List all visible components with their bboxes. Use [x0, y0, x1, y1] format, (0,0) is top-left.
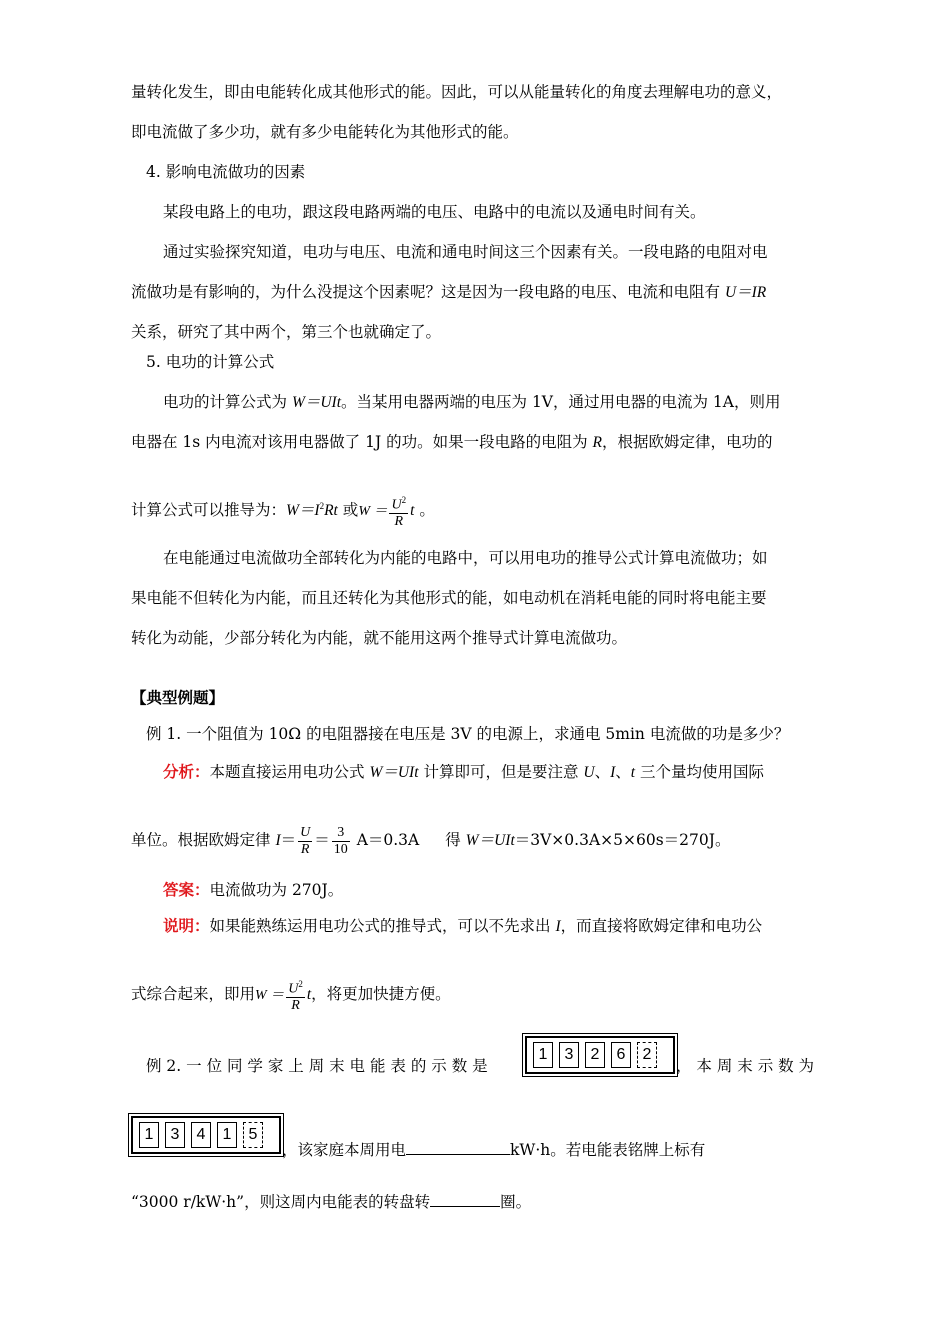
meter-digit: 1 — [139, 1122, 159, 1148]
symbol-u: U — [583, 764, 595, 781]
paragraph-line: 关系，研究了其中两个，第三个也就确定了。 — [131, 323, 442, 341]
fraction-numerator — [389, 492, 408, 514]
text-span: W＝I — [286, 502, 320, 520]
text-span: t — [306, 986, 312, 1003]
paragraph-line — [163, 392, 780, 413]
fraction-3-over-10 — [332, 825, 350, 858]
symbol-i: I — [610, 764, 616, 781]
example-1-analysis — [163, 762, 764, 783]
meter-digit: 3 — [559, 1042, 579, 1068]
text-span: 、 — [594, 763, 611, 781]
fraction-denominator: R — [394, 514, 404, 530]
formula-ohm: U＝IR — [724, 284, 767, 301]
text-span: 。 — [414, 501, 435, 520]
text-span: 单位。根据欧姆定律 — [131, 831, 276, 849]
paragraph-line: 在电能通过电流做功全部转化为内能的电路中，可以用电功的推导公式计算电流做功；如 — [163, 549, 768, 567]
example-2-line-2 — [282, 1140, 705, 1160]
superscript: 2 — [401, 494, 407, 505]
text-span: 式综合起来，即用 — [131, 985, 256, 1003]
meter-digit: 1 — [217, 1122, 237, 1148]
symbol-t: t — [630, 764, 636, 781]
text-span: ，而直接将欧姆定律和电功公 — [560, 917, 763, 935]
text-span: “3000 r/kW·h”，则这周内电能表的转盘转 — [131, 1193, 431, 1211]
superscript: 2 — [298, 978, 303, 989]
superscript: 2 — [319, 501, 325, 511]
section-5-heading: 5. 电功的计算公式 — [146, 353, 275, 371]
answer-label: 答案： — [163, 880, 210, 899]
examples-heading: 【典型例题】 — [131, 688, 225, 707]
text-span: W ＝ — [255, 988, 285, 1003]
paragraph-line — [131, 486, 435, 532]
meter-digit: 4 — [191, 1122, 211, 1148]
example-2-line-1a: 例 2. 一 位 同 学 家 上 周 末 电 能 表 的 示 数 是 — [146, 1057, 488, 1075]
fraction-numerator — [286, 976, 305, 998]
fraction-u2-over-r — [286, 976, 305, 1015]
example-1-solution — [131, 820, 730, 861]
meter-reading-this-week — [131, 1116, 281, 1154]
meter-digit: 2 — [585, 1042, 605, 1068]
note-label: 说明： — [163, 916, 210, 935]
meter-reading-last-week — [525, 1036, 675, 1074]
fraction-denominator: 10 — [333, 841, 348, 857]
fraction-u-over-r — [298, 825, 312, 858]
paragraph-line: 即电流做了多少功，就有多少电能转化为其他形式的能。 — [131, 123, 519, 141]
text-span: 计算公式可以推导为： — [131, 501, 287, 520]
example-1-note — [163, 916, 762, 937]
text-span: t — [410, 502, 415, 520]
paragraph-line — [131, 432, 773, 453]
paragraph-line: 转化为动能，少部分转化为内能，就不能用这两个推导式计算电流做功。 — [131, 629, 628, 647]
text-span: ，该家庭本周用电 — [282, 1141, 407, 1159]
text-span: ＝3V×0.3A×5×60s＝270J。 — [514, 831, 731, 849]
text-span: 电功的计算公式为 — [163, 393, 292, 411]
text-span: Rt — [324, 502, 338, 520]
text-span: ，根据欧姆定律，电功的 — [602, 433, 773, 451]
example-2-line-1b: ， 本 周 末 示 数 为 — [676, 1057, 815, 1075]
text-span: 得 — [445, 831, 466, 849]
paragraph-line: 某段电路上的电功，跟这段电路两端的电压、电路中的电流以及通电时间有关。 — [163, 203, 706, 221]
text-span: A＝0.3A — [351, 831, 420, 849]
text-span: 计算即可，但是要注意 — [418, 763, 584, 781]
meter-digit-decimal: 5 — [243, 1122, 263, 1148]
text-span: 。当某用电器两端的电压为 1V，通过用电器的电流为 1A，则用 — [341, 393, 781, 411]
answer-blank-revolutions[interactable] — [430, 1192, 500, 1207]
symbol-i: I — [555, 918, 561, 935]
text-span: 流做功是有影响的，为什么没提这个因素呢？这是因为一段电路的电压、电流和电阻有 — [131, 283, 725, 301]
section-4-heading: 4. 影响电流做功的因素 — [146, 163, 306, 181]
meter-digit: 3 — [165, 1122, 185, 1148]
example-2-line-3 — [131, 1192, 531, 1212]
formula-i2rt — [286, 502, 338, 519]
text-span: 电流做功为 270J。 — [209, 881, 344, 899]
text-span: 三个量均使用国际 — [635, 763, 765, 781]
example-1-question: 例 1. 一个阻值为 10Ω 的电阻器接在电压是 3V 的电源上，求通电 5min 电流做的功是多少？ — [146, 725, 790, 743]
text-span: ，将更加快捷方便。 — [311, 985, 451, 1003]
meter-digit-decimal: 2 — [637, 1042, 657, 1068]
text-span: W ＝ — [358, 504, 388, 520]
text-span: ＝ — [280, 831, 297, 849]
meter-digit: 1 — [533, 1042, 553, 1068]
meter-digit: 6 — [611, 1042, 631, 1068]
text-span: 本题直接运用电功公式 — [209, 763, 370, 781]
fraction-denominator: R — [300, 841, 310, 857]
symbol-r: R — [592, 434, 602, 451]
text-span: 圈。 — [500, 1193, 532, 1211]
fraction-numerator: U — [300, 824, 311, 840]
text-span: 电器在 1s 内电流对该用电器做了 1J 的功。如果一段电路的电阻为 — [131, 433, 593, 451]
paragraph-line: 量转化发生，即由电能转化成其他形式的能。因此，可以从能量转化的角度去理解电功的意义， — [131, 83, 783, 101]
paragraph-line: 通过实验探究知道，电功与电压、电流和通电时间这三个因素有关。一段电路的电阻对电 — [163, 243, 768, 261]
text-span: U — [391, 497, 402, 513]
paragraph-line — [131, 282, 766, 303]
analysis-label: 分析： — [163, 762, 210, 781]
fraction-numerator: 3 — [337, 824, 345, 840]
symbol-i: I — [275, 832, 281, 849]
text-span: 如果能熟练运用电功公式的推导式，可以不先求出 — [209, 917, 556, 935]
fraction-u2-over-r — [389, 492, 408, 531]
text-span: ＝ — [314, 831, 330, 849]
text-span: kW·h。若电能表铭牌上标有 — [510, 1141, 706, 1159]
formula-w-uit: W＝UIt — [369, 764, 419, 781]
paragraph-line: 果电能不但转化为内能，而且还转化为其他形式的能，如电动机在消耗电能的同时将电能主要 — [131, 589, 767, 607]
formula-w-uit: W＝UIt — [465, 832, 515, 849]
example-1-note-cont — [131, 974, 451, 1016]
text-span: 或 — [337, 501, 359, 520]
answer-blank-energy[interactable] — [406, 1140, 510, 1155]
fraction-denominator: R — [291, 998, 300, 1014]
text-span: 、 — [615, 763, 631, 781]
text-span: U — [288, 981, 299, 997]
formula-w-uit: W＝UIt — [291, 394, 342, 411]
example-1-answer — [163, 880, 343, 900]
